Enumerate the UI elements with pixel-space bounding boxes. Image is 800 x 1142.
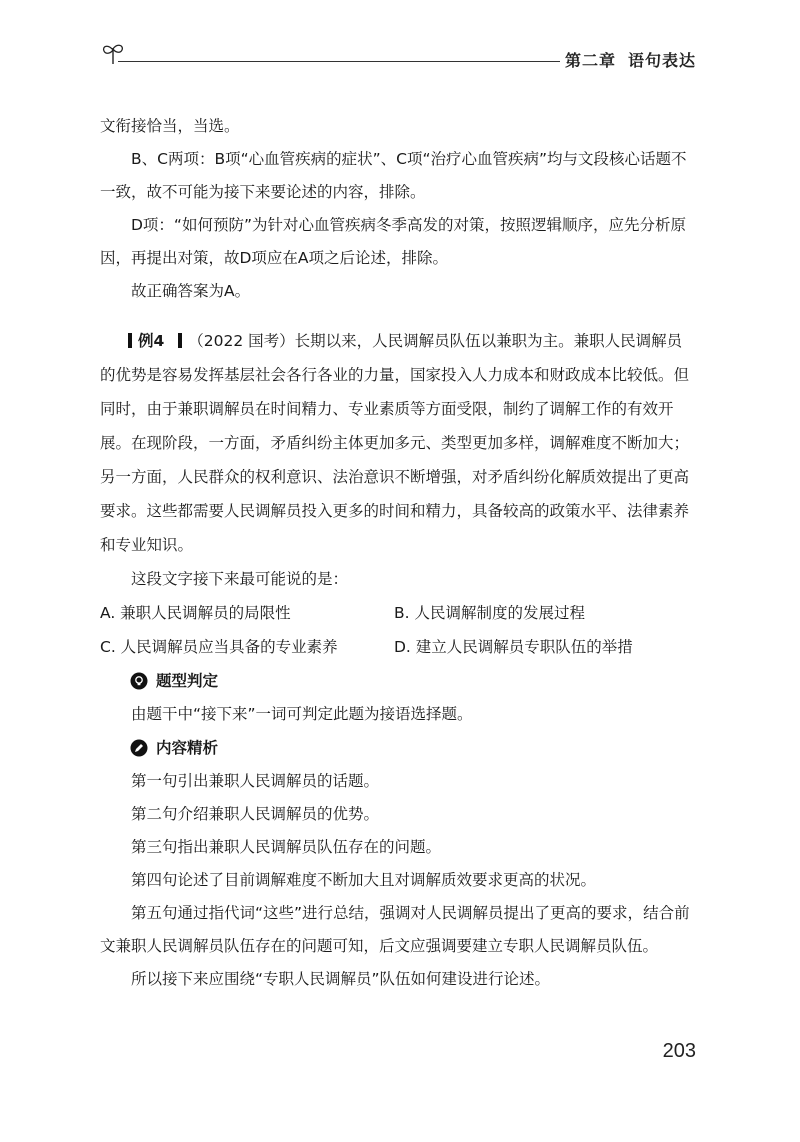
- page-header: [100, 40, 696, 70]
- analysis-paragraph-5: 第五句通过指代词“这些”进行总结，强调对人民调解员提出了更高的要求，结合前文兼职人民调解员队伍存在的问题可知，后文应强调要建立专职人民调解员队伍。: [100, 904, 690, 955]
- example-body: 长期以来，人民调解员队伍以兼职为主。兼职人民调解员的优势是容易发挥基层社会各行各业的力量，国家投入人力成本和财政成本比较低。但同时，由于兼职调解员在时间精力、专业素质等方面受限，制约了调解工作的有效开展。在现阶段，一方面，矛盾纠纷主体更加多元、类型更加多样，调解难度不断加大；另一方面，人民群众的权利意识、法治意识不断增强，对矛盾纠纷化解质效提出了更高要求。这些都需要人民调解员投入更多的时间和精力，具备较高的政策水平、法律素养和专业知识。: [100, 332, 690, 554]
- analysis-paragraph-3: 第三句指出兼职人民调解员队伍存在的问题。: [131, 838, 442, 856]
- option-d: D. 建立人民调解员专职队伍的举措: [394, 638, 633, 656]
- question-stem: 这段文字接下来最可能说的是：: [131, 570, 349, 588]
- option-b: B. 人民调解制度的发展过程: [394, 604, 585, 622]
- example-label: 例4: [138, 332, 165, 350]
- option-a: A. 兼职人民调解员的局限性: [100, 604, 291, 622]
- intro-paragraph-3: D项：“如何预防”为针对心血管疾病冬季高发的对策，按照逻辑顺序，应先分析原因，再提出对策，故D项应在A项之后论述，排除。: [100, 216, 686, 267]
- label-bar-left: [128, 333, 132, 348]
- page-number: 203: [662, 1040, 696, 1062]
- answer-options: [100, 596, 696, 664]
- analysis-paragraph-4: 第四句论述了目前调解难度不断加大且对调解质效要求更高的状况。: [131, 871, 597, 889]
- example-text: [100, 324, 696, 562]
- content-analysis-title: 内容精析: [156, 739, 219, 757]
- option-c: C. 人民调解员应当具备的专业素养: [100, 638, 338, 656]
- chapter-heading: [565, 48, 696, 71]
- type-judgment-text: 由题干中“接下来”一词可判定此题为接语选择题。: [131, 705, 473, 723]
- header-rule: [118, 61, 560, 62]
- page-content: [100, 110, 696, 996]
- analysis-paragraph-6: 所以接下来应围绕“专职人民调解员”队伍如何建设进行论述。: [131, 970, 551, 988]
- intro-paragraph-4: 故正确答案为A。: [131, 282, 251, 300]
- type-judgment-heading: [130, 664, 696, 698]
- pen-icon: [130, 739, 148, 757]
- intro-paragraph-2: B、C两项：B项“心血管疾病的症状”、C项“治疗心血管疾病”均与文段核心话题不一致，故不可能为接下来要论述的内容，排除。: [100, 150, 687, 201]
- content-analysis-heading: [130, 731, 696, 765]
- analysis-paragraph-1: 第一句引出兼职人民调解员的话题。: [131, 772, 380, 790]
- label-bar-right: [178, 333, 182, 348]
- chapter-number: 第二章: [564, 51, 616, 70]
- type-judgment-title: 题型判定: [156, 672, 219, 690]
- lightbulb-icon: [130, 672, 148, 690]
- example-source: （2022 国考）: [188, 332, 295, 350]
- chapter-title: 语句表达: [627, 51, 696, 70]
- intro-paragraph-1: 文衔接恰当，当选。: [100, 117, 240, 135]
- sprout-icon: [100, 40, 126, 66]
- analysis-paragraph-2: 第二句介绍兼职人民调解员的优势。: [131, 805, 380, 823]
- example-block: [100, 324, 696, 664]
